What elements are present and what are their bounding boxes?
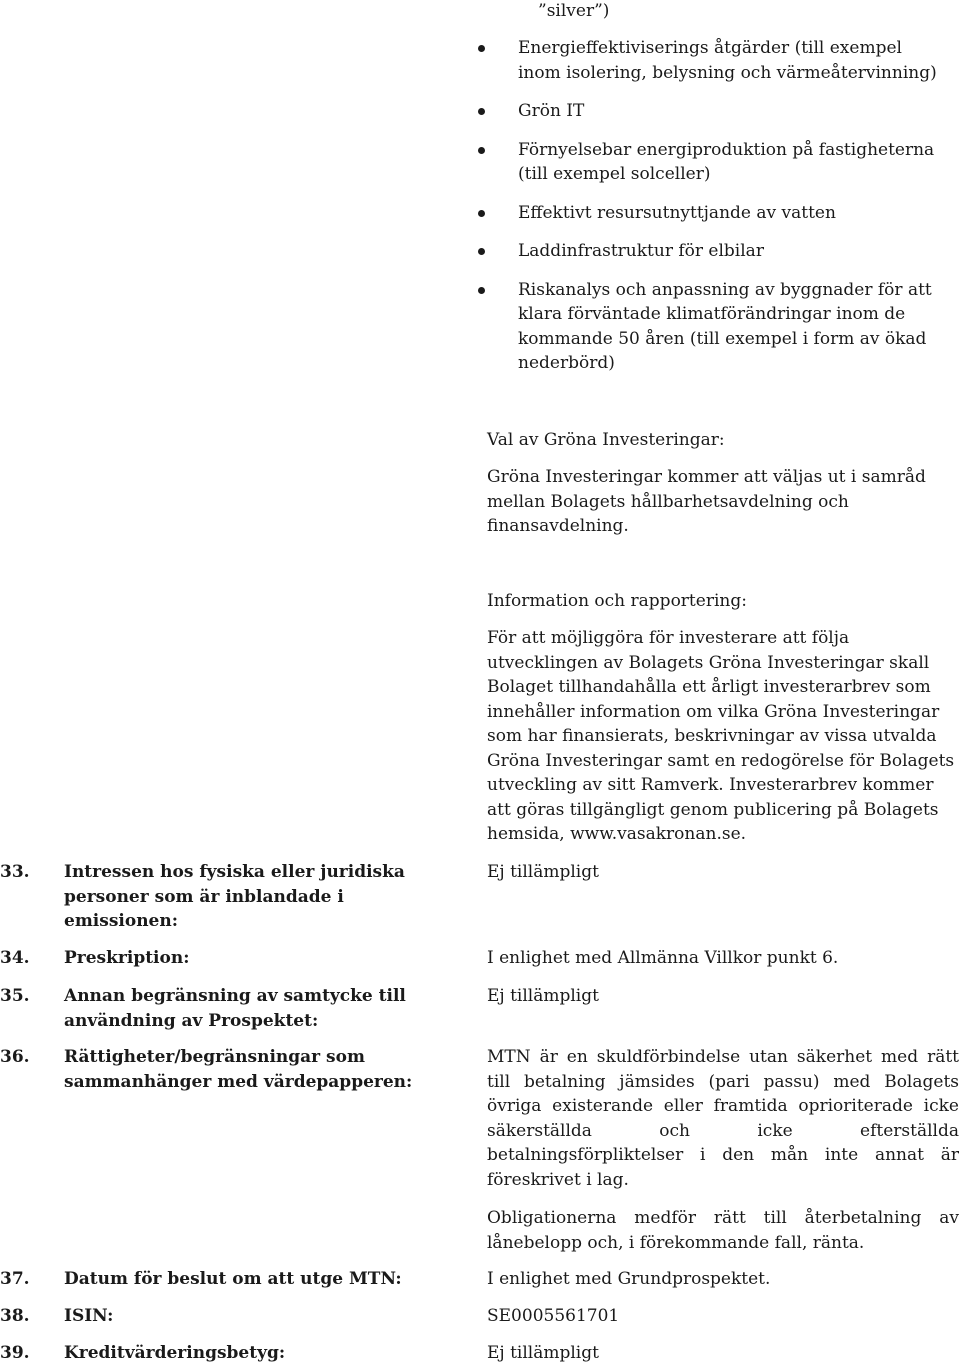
- list-item: Grön IT: [478, 99, 948, 124]
- selection-heading: Val av Gröna Investeringar:: [487, 430, 725, 450]
- selection-body: Gröna Investeringar kommer att väljas ut i samråd mellan Bolagets hållbarhetsavdelning och finansavdelning.: [487, 467, 926, 536]
- item-number: 33.: [0, 862, 30, 882]
- bullet-icon: [478, 45, 485, 52]
- item-number: 38.: [0, 1306, 30, 1326]
- item-number: 37.: [0, 1269, 30, 1289]
- item-value-continued: Obligationerna medför rätt till återbetalning av lånebelopp och, i förekommande fall, ränta.: [487, 1208, 959, 1253]
- list-item: Riskanalys och anpassning av byggnader för att klara förväntade klimatförändringar inom de kommande 50 åren (till exempel i form av ökad nederbörd): [478, 278, 948, 376]
- reporting-body: För att möjliggöra för investerare att följa utvecklingen av Bolagets Gröna Investeringar skall Bolaget tillhandahålla ett årligt investerarbrev som innehåller information om vilka Gröna Investeringar som har finansierats, beskrivningar av vissa utvalda Gröna Investeringar samt en redogörelse för Bolagets utveckling av sitt Ramverk. Investerarbrev kommer att göras tillgängligt genom publicering på Bolagets hemsida, www.vasakronan.se.: [487, 628, 955, 844]
- item-value: SE0005561701: [487, 1306, 620, 1326]
- item-label: Datum för beslut om att utge MTN:: [64, 1269, 402, 1289]
- list-item: Effektivt resursutnyttjande av vatten: [478, 201, 948, 226]
- item-label: Rättigheter/begränsningar som sammanhänger med värdepapperen:: [64, 1047, 413, 1092]
- item-value: MTN är en skuldförbindelse utan säkerhet med rätt till betalning jämsides (pari passu) med Bolagets övriga existerande eller framtida oprioriterade icke säkerställda och icke efterställda betalningsförpliktelser i den mån inte annat är föreskrivet i lag.: [487, 1047, 959, 1190]
- green-investment-list: [478, 36, 948, 390]
- item-number: 39.: [0, 1343, 30, 1363]
- reporting-heading: Information och rapportering:: [487, 591, 747, 611]
- list-item: Energieffektiviserings åtgärder (till exempel inom isolering, belysning och värmeåtervinning): [478, 36, 948, 85]
- item-value: Ej tillämpligt: [487, 1343, 599, 1363]
- item-number: 36.: [0, 1047, 30, 1067]
- bullet-icon: [478, 287, 485, 294]
- list-item: Laddinfrastruktur för elbilar: [478, 239, 948, 264]
- item-number: 34.: [0, 948, 30, 968]
- bullet-icon: [478, 108, 485, 115]
- bullet-icon: [478, 210, 485, 217]
- item-value: I enlighet med Grundprospektet.: [487, 1269, 771, 1289]
- bullet-icon: [478, 147, 485, 154]
- item-label: Preskription:: [64, 948, 190, 968]
- item-value: Ej tillämpligt: [487, 986, 599, 1006]
- item-value: I enlighet med Allmänna Villkor punkt 6.: [487, 948, 839, 968]
- item-number: 35.: [0, 986, 30, 1006]
- item-label: Annan begränsning av samtycke till användning av Prospektet:: [64, 986, 406, 1031]
- item-label: Kreditvärderingsbetyg:: [64, 1343, 286, 1363]
- continued-text: ”silver”): [538, 1, 610, 21]
- item-label: Intressen hos fysiska eller juridiska personer som är inblandade i emissionen:: [64, 862, 405, 931]
- bullet-icon: [478, 248, 485, 255]
- list-item: Förnyelsebar energiproduktion på fastigheterna (till exempel solceller): [478, 138, 948, 187]
- item-value: Ej tillämpligt: [487, 862, 599, 882]
- item-label: ISIN:: [64, 1306, 114, 1326]
